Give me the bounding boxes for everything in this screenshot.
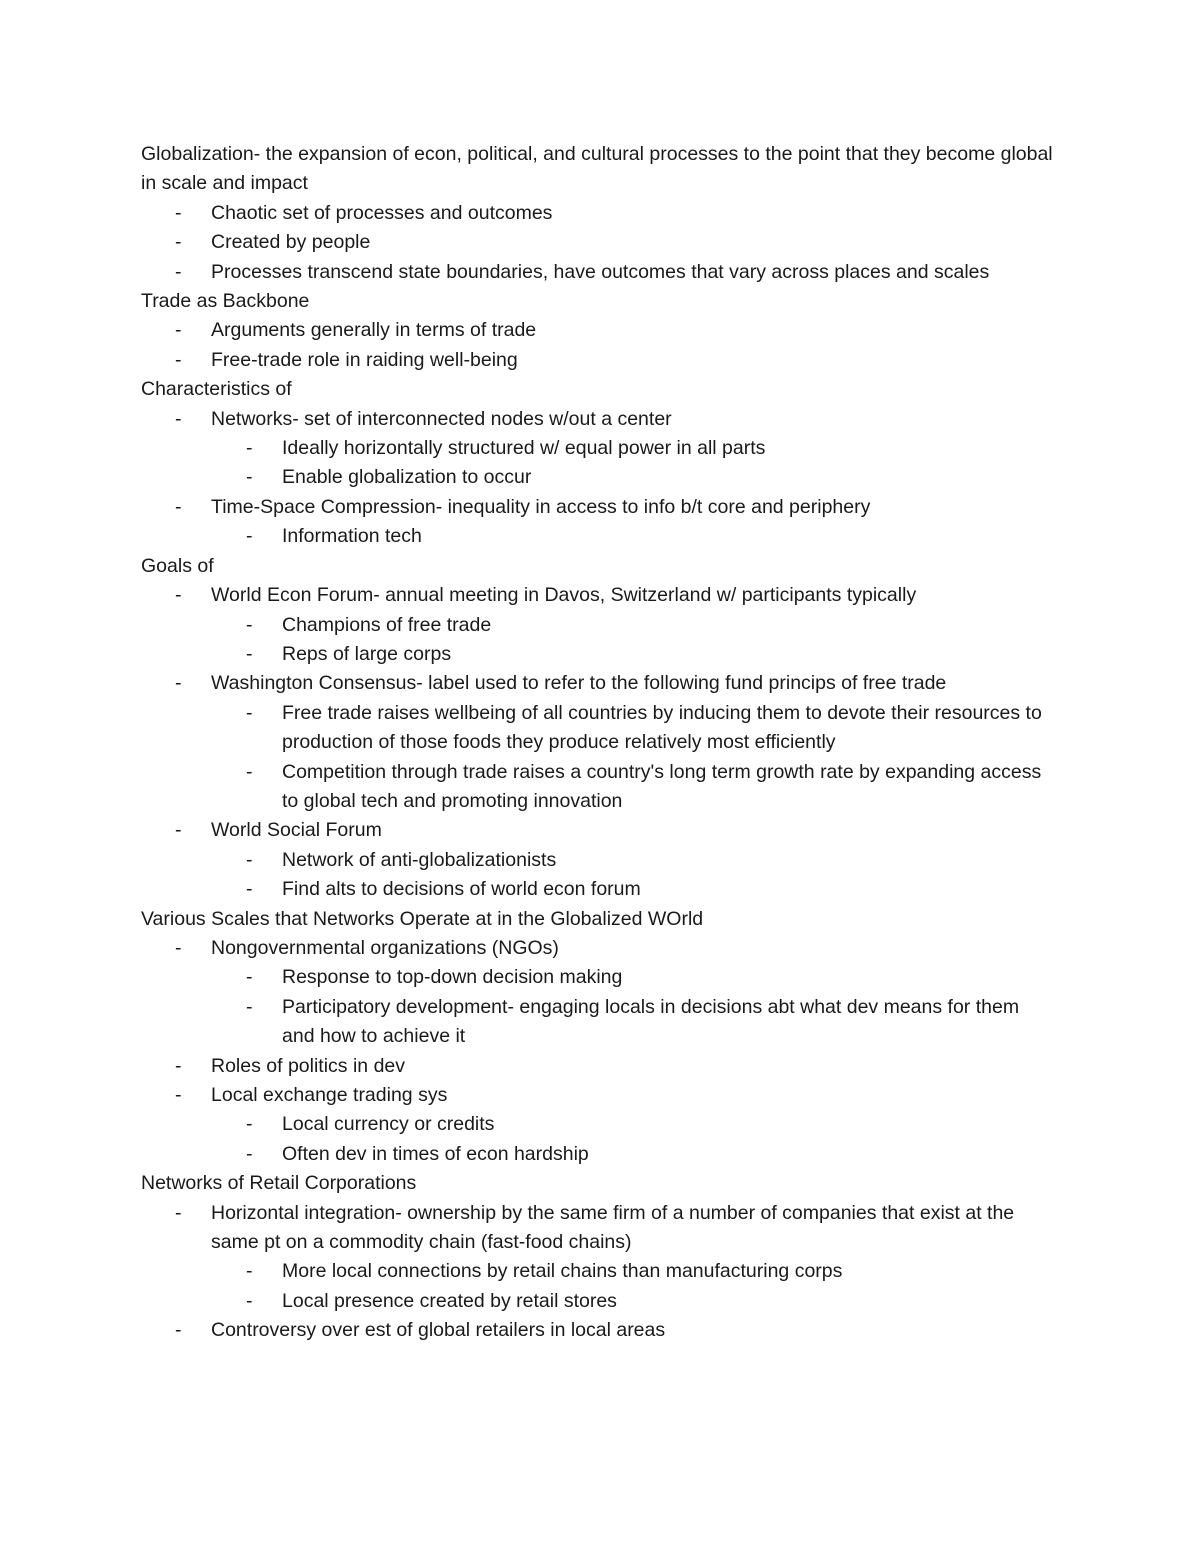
bullet-item [141, 1081, 1061, 1110]
bullet-text: Information tech [282, 525, 422, 548]
dash-bullet-icon: - [175, 348, 182, 371]
sub-bullet-item [141, 640, 1061, 669]
bullet-text: Roles of politics in dev [211, 1054, 406, 1077]
bullet-text: Chaotic set of processes and outcomes [211, 201, 553, 224]
dash-bullet-icon: - [246, 995, 253, 1018]
dash-bullet-icon: - [175, 1319, 182, 1342]
bullet-text: Response to top-down decision making [282, 966, 623, 989]
heading-text: Trade as Backbone [141, 290, 310, 313]
bullet-text: Processes transcend state boundaries, have outcomes that vary across places and scales [211, 260, 990, 283]
dash-bullet-icon: - [175, 319, 182, 342]
sub-bullet-item [141, 1287, 1061, 1316]
heading-text: Various Scales that Networks Operate at in the Globalized WOrld [141, 907, 704, 930]
dash-bullet-icon: - [246, 966, 253, 989]
sub-bullet-item [141, 758, 1061, 817]
dash-bullet-icon: - [246, 1142, 253, 1165]
sub-bullet-item [141, 1110, 1061, 1139]
bullet-item [141, 346, 1061, 375]
heading-text: Globalization- the expansion of econ, political, and cultural processes to the point that they become global in scale and impact [141, 143, 1053, 195]
bullet-text: Nongovernmental organizations (NGOs) [211, 936, 559, 959]
bullet-text: Competition through trade raises a country's long term growth rate by expanding access to global tech and promoting innovation [282, 760, 1042, 812]
bullet-text: Horizontal integration- ownership by the same firm of a number of companies that exist at the same pt on a commodity chain (fast-food chains) [211, 1201, 1015, 1254]
dash-bullet-icon: - [246, 878, 253, 901]
dash-bullet-icon: - [175, 201, 182, 224]
dash-bullet-icon: - [175, 260, 182, 283]
sub-bullet-item [141, 875, 1061, 904]
dash-bullet-icon: - [246, 848, 253, 871]
bullet-text: Free-trade role in raiding well-being [211, 348, 518, 371]
sub-bullet-item [141, 846, 1061, 875]
sub-bullet-item [141, 1257, 1061, 1286]
dash-bullet-icon: - [246, 1113, 253, 1136]
bullet-item [141, 1316, 1061, 1345]
dash-bullet-icon: - [175, 407, 182, 430]
bullet-item [141, 669, 1061, 698]
sub-bullet-item [141, 1140, 1061, 1169]
bullet-item [141, 581, 1061, 610]
sub-bullet-item [141, 699, 1061, 758]
bullet-text: Find alts to decisions of world econ forum [282, 878, 641, 901]
section-heading [141, 905, 1061, 934]
dash-bullet-icon: - [246, 701, 253, 724]
bullet-text: Networks- set of interconnected nodes w/out a center [211, 407, 672, 430]
bullet-text: Local exchange trading sys [211, 1084, 448, 1106]
bullet-text: Local currency or credits [282, 1113, 495, 1136]
section-heading [141, 552, 1061, 581]
bullet-text: Washington Consensus- label used to refer to the following fund princips of free trade [211, 672, 947, 695]
bullet-item [141, 816, 1061, 845]
bullet-text: World Social Forum [211, 819, 382, 842]
dash-bullet-icon: - [175, 1201, 182, 1224]
bullet-text: Reps of large corps [282, 642, 452, 665]
dash-bullet-icon: - [246, 760, 253, 783]
dash-bullet-icon: - [246, 1260, 253, 1283]
dash-bullet-icon: - [175, 1084, 182, 1106]
section-heading [141, 1169, 1061, 1198]
dash-bullet-icon: - [175, 495, 182, 518]
sub-bullet-item [141, 434, 1061, 463]
bullet-item [141, 316, 1061, 345]
bullet-text: Time-Space Compression- inequality in access to info b/t core and periphery [211, 495, 871, 518]
bullet-text: Arguments generally in terms of trade [211, 319, 537, 342]
dash-bullet-icon: - [175, 1054, 182, 1077]
bullet-item [141, 199, 1061, 228]
sub-bullet-item [141, 611, 1061, 640]
heading-text: Characteristics of [141, 378, 292, 401]
bullet-text: Participatory development- engaging locals in decisions abt what dev means for them and how to achieve it [282, 995, 1020, 1048]
dash-bullet-icon: - [246, 525, 253, 548]
bullet-text: World Econ Forum- annual meeting in Davos, Switzerland w/ participants typically [211, 584, 917, 607]
dash-bullet-icon: - [246, 1289, 253, 1312]
section-heading [141, 287, 1061, 316]
sub-bullet-item [141, 963, 1061, 992]
bullet-text: Local presence created by retail stores [282, 1289, 617, 1312]
bullet-text: Enable globalization to occur [282, 466, 532, 489]
dash-bullet-icon: - [175, 231, 182, 254]
bullet-item [141, 258, 1061, 287]
dash-bullet-icon: - [175, 584, 182, 607]
document-body [141, 140, 1061, 1346]
bullet-text: Champions of free trade [282, 613, 492, 636]
sub-bullet-item [141, 522, 1061, 551]
heading-text: Goals of [141, 554, 214, 577]
dash-bullet-icon: - [246, 437, 253, 460]
bullet-text: Created by people [211, 231, 371, 254]
bullet-item [141, 1052, 1061, 1081]
dash-bullet-icon: - [246, 466, 253, 489]
bullet-item [141, 1199, 1061, 1258]
dash-bullet-icon: - [175, 672, 182, 695]
bullet-text: Controversy over est of global retailers in local areas [211, 1319, 666, 1342]
bullet-item [141, 405, 1061, 434]
heading-text: Networks of Retail Corporations [141, 1172, 417, 1195]
sub-bullet-item [141, 993, 1061, 1052]
sub-bullet-item [141, 463, 1061, 492]
bullet-text: Free trade raises wellbeing of all countries by inducing them to devote their resources to production of those foods they produce relatively most efficiently [282, 701, 1042, 754]
bullet-text: Network of anti-globalizationists [282, 848, 557, 871]
dash-bullet-icon: - [175, 936, 182, 959]
bullet-item [141, 493, 1061, 522]
section-heading [141, 140, 1061, 199]
dash-bullet-icon: - [246, 642, 253, 665]
section-heading [141, 375, 1061, 404]
dash-bullet-icon: - [175, 819, 182, 842]
bullet-text: Ideally horizontally structured w/ equal power in all parts [282, 437, 766, 460]
bullet-text: Often dev in times of econ hardship [282, 1142, 589, 1165]
dash-bullet-icon: - [246, 613, 253, 636]
bullet-item [141, 934, 1061, 963]
bullet-text: More local connections by retail chains than manufacturing corps [282, 1260, 843, 1283]
bullet-item [141, 228, 1061, 257]
